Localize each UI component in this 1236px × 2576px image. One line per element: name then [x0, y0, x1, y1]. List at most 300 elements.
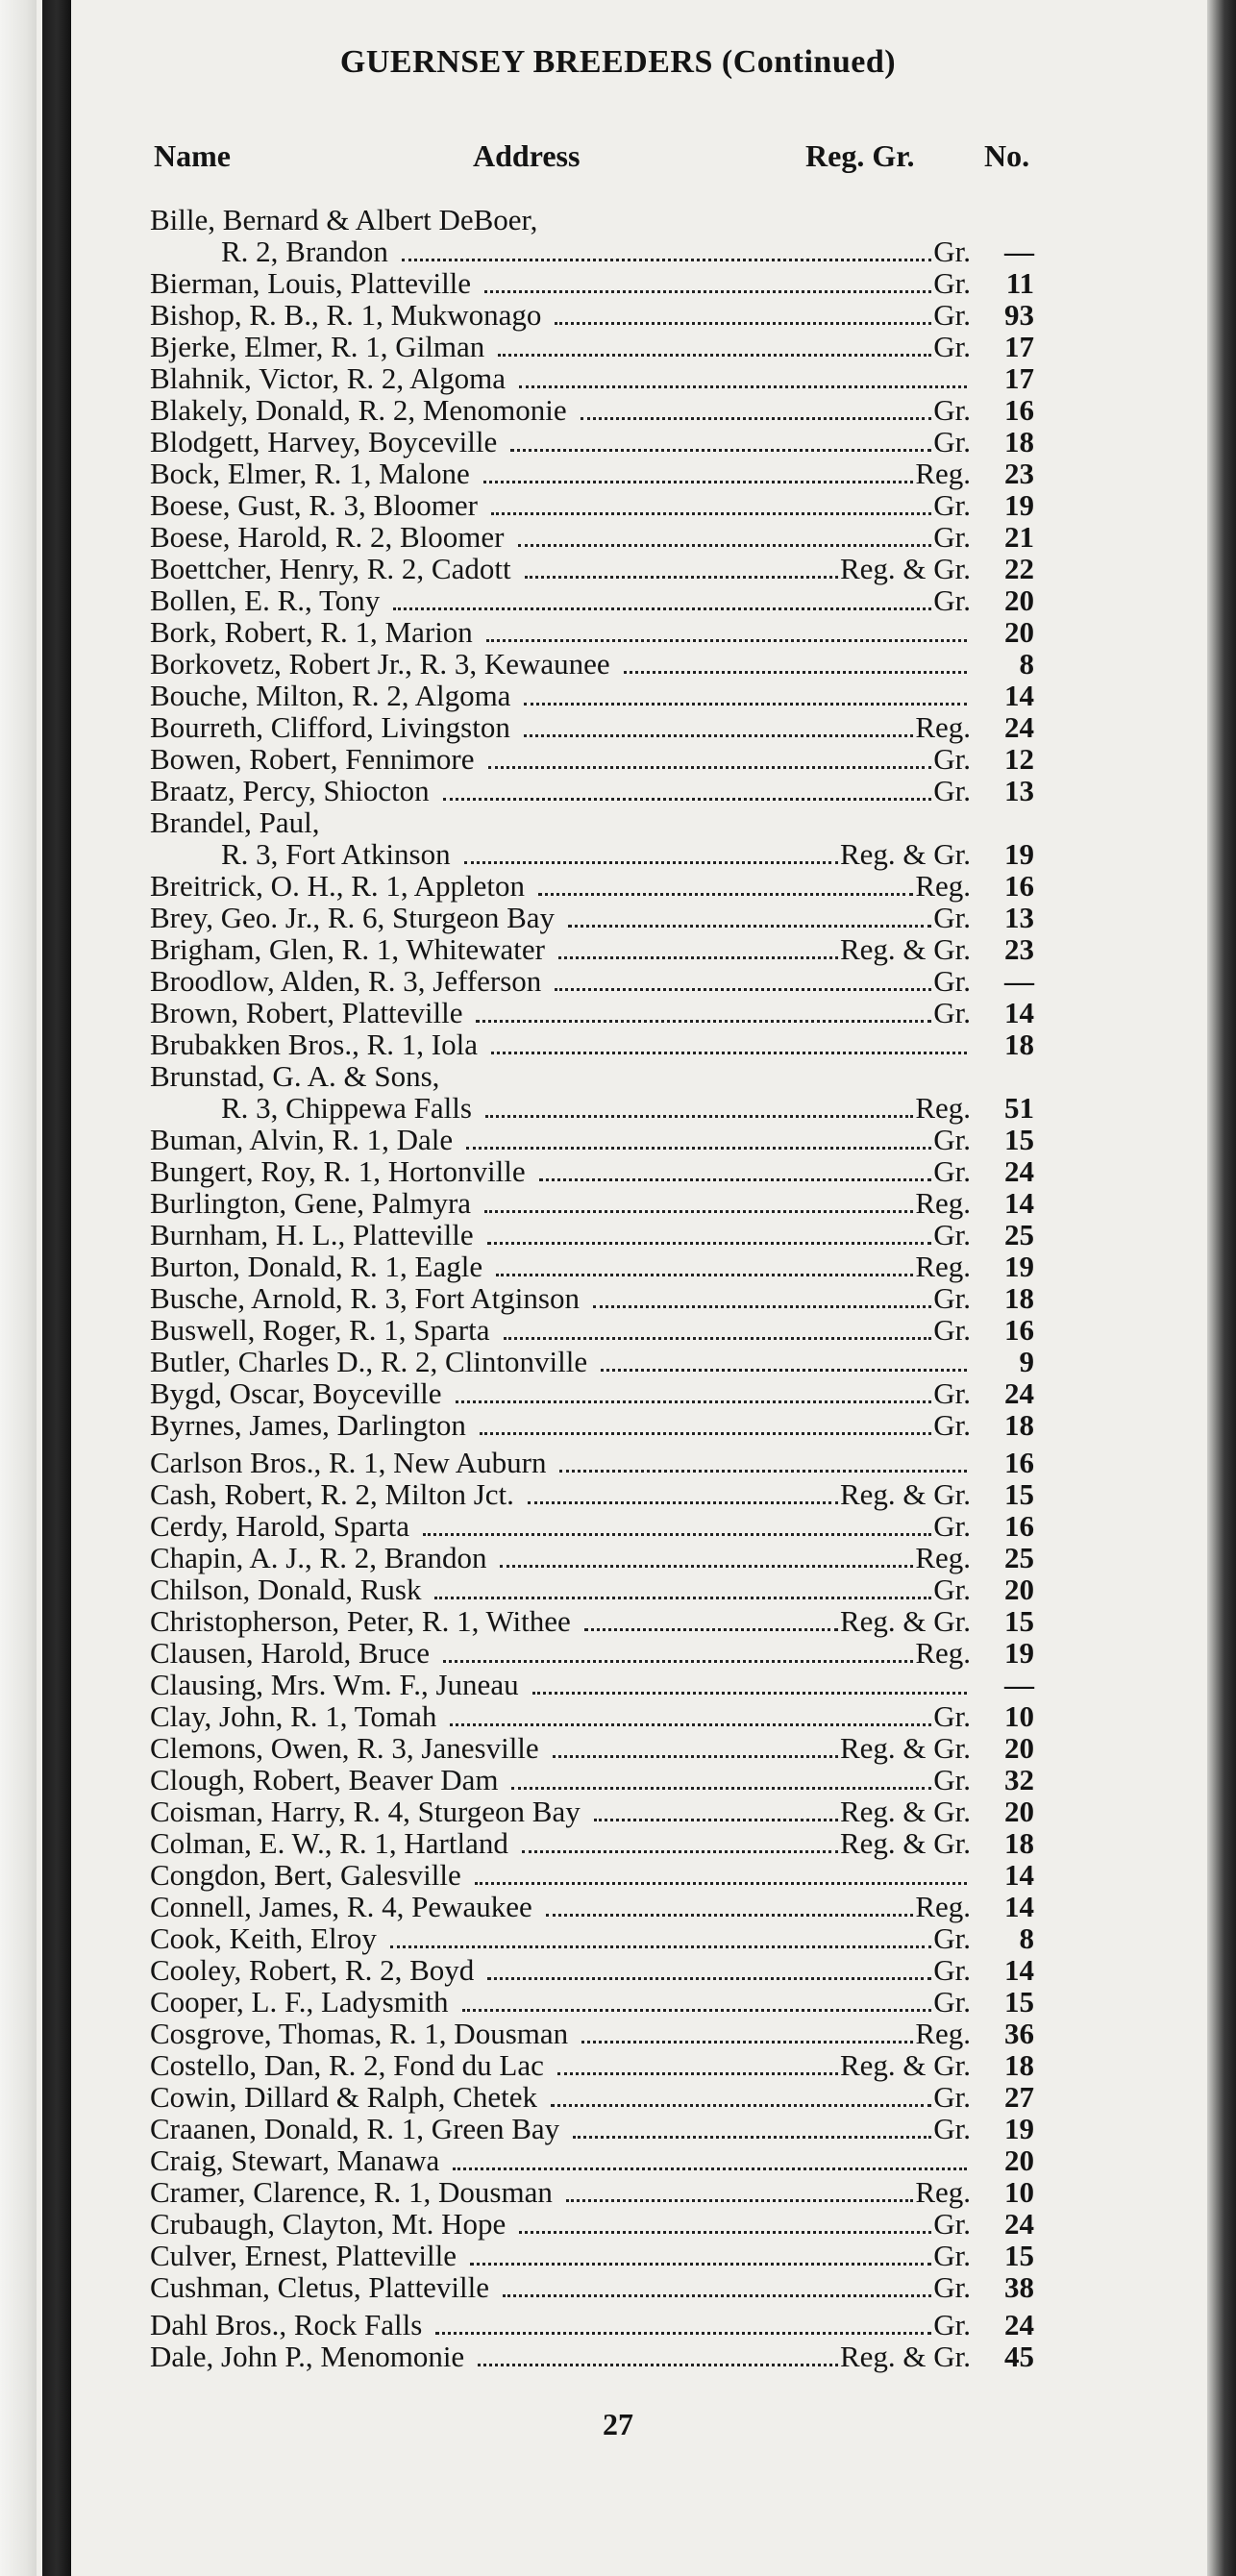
list-item [150, 1155, 1034, 1188]
list-item [150, 2271, 1034, 2304]
herd-count: 27 [1004, 2080, 1034, 2114]
list-item [150, 2049, 1034, 2082]
list-item [150, 2113, 1034, 2145]
dot-leader [487, 1977, 931, 1980]
herd-count: 13 [1004, 774, 1034, 807]
list-item [150, 1922, 1034, 1955]
breeder-name-address: Chapin, A. J., R. 2, Brandon [150, 1541, 487, 1574]
registration-type: Gr. [933, 1281, 971, 1315]
dot-leader [498, 354, 931, 357]
dot-leader [573, 2136, 931, 2139]
list-item [150, 775, 1034, 807]
breeder-name-address: Bungert, Roy, R. 1, Hortonville [150, 1154, 526, 1188]
registration-type: Gr. [933, 1509, 971, 1543]
list-item [150, 711, 1034, 744]
dot-leader [393, 607, 931, 610]
herd-count: 25 [1004, 1541, 1034, 1574]
breeder-name-address: Chilson, Donald, Rusk [150, 1573, 422, 1606]
list-item [150, 1891, 1034, 1923]
herd-count: 18 [1004, 1826, 1034, 1860]
breeder-name-address: Crubaugh, Clayton, Mt. Hope [150, 2207, 507, 2241]
herd-count: 14 [1004, 679, 1034, 712]
dot-leader [522, 1850, 838, 1853]
list-item [150, 2309, 1034, 2341]
breeder-name-address: Brown, Robert, Platteville [150, 996, 463, 1029]
dot-leader [555, 988, 931, 991]
registration-type: Reg. & Gr. [839, 1826, 971, 1860]
breeder-name-address: Broodlow, Alden, R. 3, Jefferson [150, 964, 542, 998]
breeder-name-address: Cooper, L. F., Ladysmith [150, 1985, 449, 2019]
list-item [150, 2018, 1034, 2050]
list-item [150, 1314, 1034, 1347]
list-item [150, 1796, 1034, 1828]
dot-leader [484, 290, 931, 293]
herd-count: 19 [1004, 2112, 1034, 2145]
breeder-name-address: Blahnik, Victor, R. 2, Algoma [150, 361, 507, 395]
breeder-name-address: Costello, Dan, R. 2, Fond du Lac [150, 2048, 544, 2082]
dot-leader [593, 1305, 931, 1308]
breeder-name-address: Borkovetz, Robert Jr., R. 3, Kewaunee [150, 647, 610, 681]
registration-type: Gr. [933, 2308, 971, 2341]
herd-count: 16 [1004, 393, 1034, 427]
dot-leader [390, 1945, 931, 1948]
registration-type: Gr. [933, 1763, 971, 1796]
dot-leader [443, 1660, 913, 1663]
breeder-name-address: Cosgrove, Thomas, R. 1, Dousman [150, 2017, 569, 2050]
dot-leader [557, 2072, 838, 2075]
dot-leader [484, 1210, 913, 1213]
herd-count: 24 [1004, 2308, 1034, 2341]
dot-leader [566, 2199, 913, 2202]
herd-count: 20 [1004, 583, 1034, 617]
registration-type: Gr. [933, 425, 971, 458]
breeder-name-address: Blodgett, Harvey, Boyceville [150, 425, 498, 458]
dot-leader [435, 2332, 931, 2335]
breeder-name-address: Clausing, Mrs. Wm. F., Juneau [150, 1668, 519, 1701]
herd-count: 15 [1004, 1123, 1034, 1156]
herd-count: 19 [1004, 837, 1034, 871]
herd-count: 24 [1004, 1376, 1034, 1410]
breeder-name-address: Clay, John, R. 1, Tomah [150, 1699, 437, 1733]
breeder-name-address: Brandel, Paul, [150, 805, 320, 839]
breeder-name-address: Burnham, H. L., Platteville [150, 1218, 474, 1251]
registration-type: Reg. [915, 2175, 971, 2209]
breeder-name-address: Clausen, Harold, Bruce [150, 1636, 430, 1670]
list-item [150, 1986, 1034, 2019]
dot-leader [581, 2041, 913, 2043]
dot-leader [532, 1692, 967, 1695]
herd-count: 9 [1019, 1345, 1034, 1378]
dot-leader [553, 1755, 838, 1758]
breeder-name-address: Coisman, Harry, R. 4, Sturgeon Bay [150, 1795, 581, 1828]
list-item [150, 299, 1034, 332]
list-item [150, 394, 1034, 427]
registration-type: Gr. [933, 330, 971, 363]
breeder-name-address: Boese, Gust, R. 3, Bloomer [150, 488, 478, 522]
registration-type: Reg. & Gr. [839, 2048, 971, 2082]
dot-leader [475, 1882, 967, 1885]
list-item [150, 616, 1034, 649]
herd-count: 15 [1004, 2239, 1034, 2272]
dot-leader [450, 1723, 931, 1726]
dot-leader [555, 322, 931, 325]
list-item [150, 458, 1034, 490]
dot-leader [519, 2231, 931, 2234]
registration-type: Reg. [915, 710, 971, 744]
registration-type: Gr. [933, 1154, 971, 1188]
breeder-name-address: Dahl Bros., Rock Falls [150, 2308, 423, 2341]
dot-leader [483, 481, 914, 483]
dot-leader [624, 671, 967, 674]
registration-type: Reg. [915, 2017, 971, 2050]
dot-leader [594, 1819, 838, 1821]
breeder-name-address: Bollen, E. R., Tony [150, 583, 381, 617]
herd-count: 18 [1004, 1281, 1034, 1315]
breeder-name-address: Cash, Robert, R. 2, Milton Jct. [150, 1477, 514, 1511]
herd-count: 19 [1004, 1250, 1034, 1283]
dot-leader [478, 2364, 838, 2366]
herd-count: 51 [1004, 1091, 1034, 1125]
list-item [150, 902, 1034, 934]
dot-leader [524, 703, 967, 706]
breeder-name-address: Brey, Geo. Jr., R. 6, Sturgeon Bay [150, 901, 556, 934]
herd-count: 16 [1004, 1446, 1034, 1479]
herd-count: 18 [1004, 1408, 1034, 1442]
dot-leader [453, 2167, 967, 2170]
list-item [150, 1764, 1034, 1796]
list-item [150, 1859, 1034, 1892]
registration-type: Reg. [915, 1091, 971, 1125]
list-item [150, 1124, 1034, 1156]
herd-count: 18 [1004, 1028, 1034, 1061]
list-item [150, 2240, 1034, 2272]
page-heading: GUERNSEY BREEDERS (Continued) [339, 44, 897, 80]
breeder-name-address: Brunstad, G. A. & Sons, [150, 1059, 440, 1093]
list-item [150, 521, 1034, 554]
list-item [150, 743, 1034, 776]
dot-leader [581, 417, 932, 420]
list-item [150, 1447, 1034, 1479]
breeder-name-address: Cramer, Clarence, R. 1, Dousman [150, 2175, 553, 2209]
dot-leader [510, 449, 931, 452]
herd-count: 14 [1004, 1186, 1034, 1220]
dot-leader [551, 2104, 931, 2107]
dot-leader [568, 925, 931, 928]
herd-count: 45 [1004, 2340, 1034, 2373]
list-item [150, 1954, 1034, 1987]
herd-count: 17 [1004, 361, 1034, 395]
registration-type: Gr. [933, 1408, 971, 1442]
dot-leader [584, 1628, 838, 1631]
herd-count: 19 [1004, 1636, 1034, 1670]
registration-type: Reg. & Gr. [839, 932, 971, 966]
registration-type: Gr. [933, 2270, 971, 2304]
herd-count: — [1004, 1668, 1034, 1701]
registration-type: Gr. [933, 266, 971, 300]
column-header-no: No. [984, 138, 1030, 173]
breeder-name-address: Cooley, Robert, R. 2, Boyd [150, 1953, 475, 1987]
dot-leader [511, 1787, 931, 1790]
list-item [150, 1219, 1034, 1251]
herd-count: 16 [1004, 1509, 1034, 1543]
herd-count: — [1004, 235, 1034, 268]
herd-count: 24 [1004, 1154, 1034, 1188]
breeder-name-address: Brigham, Glen, R. 1, Whitewater [150, 932, 545, 966]
dot-leader [525, 576, 838, 579]
herd-count: 23 [1004, 457, 1034, 490]
breeder-name-address: Boettcher, Henry, R. 2, Cadott [150, 552, 511, 585]
list-item [150, 2081, 1034, 2114]
breeder-name-address: Cushman, Cletus, Platteville [150, 2270, 490, 2304]
registration-type: Reg. [915, 457, 971, 490]
dot-leader [500, 1565, 913, 1568]
herd-count: 20 [1004, 615, 1034, 649]
column-header-address: Address [473, 138, 581, 173]
breeder-name-address: Cowin, Dillard & Ralph, Chetek [150, 2080, 537, 2114]
list-item [150, 1827, 1034, 1860]
breeder-name-address: Christopherson, Peter, R. 1, Withee [150, 1604, 571, 1638]
registration-type: Gr. [933, 1218, 971, 1251]
breeder-name-address: Colman, E. W., R. 1, Hartland [150, 1826, 508, 1860]
registration-type: Gr. [933, 1573, 971, 1606]
dot-leader [423, 1533, 931, 1536]
herd-count: 17 [1004, 330, 1034, 363]
list-item [150, 489, 1034, 522]
herd-count: 14 [1004, 996, 1034, 1029]
dot-leader [443, 798, 932, 801]
book-binding [42, 0, 71, 2576]
list-item [150, 1092, 1034, 1125]
herd-count: 36 [1004, 2017, 1034, 2050]
registration-type: Gr. [933, 2080, 971, 2114]
registration-type: Gr. [933, 298, 971, 332]
dot-leader [485, 1115, 913, 1118]
breeder-name-address: R. 3, Chippewa Falls [221, 1091, 472, 1125]
herd-count: 16 [1004, 1313, 1034, 1347]
dot-leader [524, 734, 913, 737]
breeder-name-address: Connell, James, R. 4, Pewaukee [150, 1890, 532, 1923]
list-item [150, 1060, 1034, 1093]
column-header-reg: Reg. Gr. [805, 138, 915, 173]
dot-leader [456, 1400, 932, 1403]
breeder-name-address: Bock, Elmer, R. 1, Malone [150, 457, 470, 490]
list-item [150, 1478, 1034, 1511]
breeder-name-address: Congdon, Bert, Galesville [150, 1858, 461, 1892]
list-item [150, 2176, 1034, 2209]
dot-leader [464, 861, 838, 864]
herd-count: 15 [1004, 1985, 1034, 2019]
registration-type: Reg. & Gr. [839, 1731, 971, 1765]
herd-count: 20 [1004, 1573, 1034, 1606]
dot-leader [504, 1337, 932, 1340]
list-item [150, 362, 1034, 395]
list-item [150, 806, 1034, 839]
herd-count: 20 [1004, 2143, 1034, 2177]
breeder-name-address: R. 3, Fort Atkinson [221, 837, 451, 871]
dot-leader [558, 956, 838, 959]
breeder-name-address: Bille, Bernard & Albert DeBoer, [150, 203, 538, 236]
list-item [150, 2341, 1034, 2373]
dot-leader [488, 766, 932, 769]
breeder-name-address: Brubakken Bros., R. 1, Iola [150, 1028, 478, 1061]
dot-leader [528, 1501, 838, 1504]
page-edge-right [1207, 0, 1236, 2576]
registration-type: Gr. [933, 1699, 971, 1733]
dot-leader [519, 385, 967, 388]
column-header-name: Name [154, 138, 231, 173]
breeder-name-address: Burton, Donald, R. 1, Eagle [150, 1250, 483, 1283]
list-item [150, 1573, 1034, 1606]
dot-leader [476, 1020, 931, 1023]
registration-type: Reg. & Gr. [839, 2340, 971, 2373]
herd-count: 10 [1004, 1699, 1034, 1733]
breeder-name-address: Cerdy, Harold, Sparta [150, 1509, 410, 1543]
registration-type: Gr. [933, 2207, 971, 2241]
herd-count: 13 [1004, 901, 1034, 934]
list-item [150, 1409, 1034, 1442]
herd-count: 8 [1019, 1921, 1034, 1955]
herd-count: 12 [1004, 742, 1034, 776]
registration-type: Reg. [915, 1186, 971, 1220]
page-number: 27 [603, 2407, 633, 2441]
herd-count: 14 [1004, 1890, 1034, 1923]
breeder-name-address: Clemons, Owen, R. 3, Janesville [150, 1731, 539, 1765]
list-item [150, 1510, 1034, 1543]
herd-count: 15 [1004, 1604, 1034, 1638]
breeder-name-address: Bouche, Milton, R. 2, Algoma [150, 679, 511, 712]
registration-type: Gr. [933, 1123, 971, 1156]
breeder-name-address: Bygd, Oscar, Boyceville [150, 1376, 442, 1410]
list-item [150, 680, 1034, 712]
herd-count: 20 [1004, 1731, 1034, 1765]
registration-type: Gr. [933, 2239, 971, 2272]
herd-count: 24 [1004, 710, 1034, 744]
registration-type: Reg. & Gr. [839, 837, 971, 871]
herd-count: 38 [1004, 2270, 1034, 2304]
breeder-name-address: Buswell, Roger, R. 1, Sparta [150, 1313, 490, 1347]
breeder-name-address: Braatz, Percy, Shiocton [150, 774, 430, 807]
list-item [150, 1377, 1034, 1410]
herd-count: 8 [1019, 647, 1034, 681]
dot-leader [559, 1470, 967, 1473]
list-item [150, 1700, 1034, 1733]
herd-count: 24 [1004, 2207, 1034, 2241]
breeder-name-address: Blakely, Donald, R. 2, Menomonie [150, 393, 567, 427]
herd-count: 14 [1004, 1858, 1034, 1892]
registration-type: Gr. [933, 1921, 971, 1955]
breeder-name-address: Burlington, Gene, Palmyra [150, 1186, 472, 1220]
breeder-name-address: Bishop, R. B., R. 1, Mukwonago [150, 298, 542, 332]
breeder-name-address: Boese, Harold, R. 2, Bloomer [150, 520, 505, 554]
registration-type: Gr. [933, 1313, 971, 1347]
list-item [150, 235, 1034, 268]
dot-leader [466, 1147, 931, 1150]
list-item [150, 267, 1034, 300]
herd-count: 32 [1004, 1763, 1034, 1796]
list-item [150, 838, 1034, 871]
breeder-name-address: Clough, Robert, Beaver Dam [150, 1763, 499, 1796]
herd-count: 18 [1004, 2048, 1034, 2082]
list-item [150, 1187, 1034, 1220]
herd-count: — [1004, 964, 1034, 998]
registration-type: Gr. [933, 901, 971, 934]
breeder-name-address: Craig, Stewart, Manawa [150, 2143, 440, 2177]
herd-count: 16 [1004, 869, 1034, 903]
dot-leader [496, 1274, 913, 1276]
page-edge-left [0, 0, 37, 2576]
list-item [150, 965, 1034, 998]
herd-count: 18 [1004, 425, 1034, 458]
breeder-name-address: Bourreth, Clifford, Livingston [150, 710, 510, 744]
dot-leader [503, 2294, 931, 2297]
list-item [150, 584, 1034, 617]
breeder-name-address: Bjerke, Elmer, R. 1, Gilman [150, 330, 485, 363]
registration-type: Gr. [933, 774, 971, 807]
dot-leader [402, 259, 931, 261]
list-item [150, 870, 1034, 903]
dot-leader [538, 893, 913, 896]
registration-type: Reg. [915, 869, 971, 903]
herd-count: 14 [1004, 1953, 1034, 1987]
breeder-name-address: Craanen, Donald, R. 1, Green Bay [150, 2112, 560, 2145]
herd-count: 20 [1004, 1795, 1034, 1828]
dot-leader [480, 1432, 931, 1435]
list-item [150, 1732, 1034, 1765]
registration-type: Gr. [933, 996, 971, 1029]
list-item [150, 204, 1034, 236]
dot-leader [434, 1597, 931, 1599]
registration-type: Gr. [933, 1953, 971, 1987]
dot-leader [546, 1914, 914, 1917]
list-item [150, 1637, 1034, 1670]
registration-type: Gr. [933, 583, 971, 617]
registration-type: Reg. & Gr. [839, 1477, 971, 1511]
herd-count: 21 [1004, 520, 1034, 554]
list-item [150, 1028, 1034, 1061]
breeder-name-address: Bowen, Robert, Fennimore [150, 742, 475, 776]
herd-count: 93 [1004, 298, 1034, 332]
list-item [150, 933, 1034, 966]
breeder-name-address: Dale, John P., Menomonie [150, 2340, 465, 2373]
herd-count: 22 [1004, 552, 1034, 585]
list-item [150, 1251, 1034, 1283]
dot-leader [462, 2009, 932, 2012]
list-item [150, 331, 1034, 363]
list-item [150, 1542, 1034, 1574]
list-item [150, 1346, 1034, 1378]
registration-type: Gr. [933, 1376, 971, 1410]
registration-type: Reg. & Gr. [839, 552, 971, 585]
dot-leader [486, 639, 967, 642]
herd-count: 19 [1004, 488, 1034, 522]
registration-type: Gr. [933, 742, 971, 776]
dot-leader [491, 512, 931, 515]
dot-leader [487, 1242, 932, 1245]
registration-type: Reg. [915, 1890, 971, 1923]
registration-type: Gr. [933, 393, 971, 427]
herd-count: 10 [1004, 2175, 1034, 2209]
breeder-name-address: Byrnes, James, Darlington [150, 1408, 466, 1442]
dot-leader [470, 2263, 931, 2266]
herd-count: 25 [1004, 1218, 1034, 1251]
dot-leader [518, 544, 932, 547]
breeder-name-address: Bierman, Louis, Platteville [150, 266, 472, 300]
herd-count: 23 [1004, 932, 1034, 966]
registration-type: Gr. [933, 964, 971, 998]
registration-type: Gr. [933, 2112, 971, 2145]
dot-leader [491, 1052, 967, 1054]
list-item [150, 1282, 1034, 1315]
